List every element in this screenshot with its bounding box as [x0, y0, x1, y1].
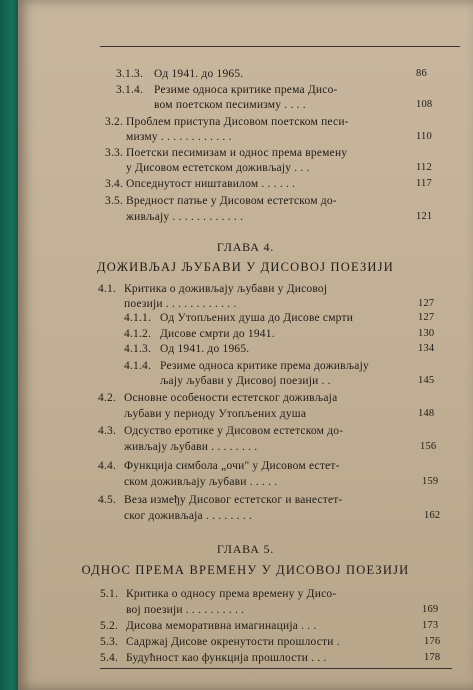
entry-page: 86	[416, 68, 427, 79]
entry-number: 5.3.	[100, 636, 119, 648]
entry-number: 4.4.	[98, 460, 117, 472]
entry-text: мизму . . . . . . . . . . . .	[126, 131, 232, 143]
entry-text: живљају . . . . . . . . . . . .	[126, 211, 244, 223]
book-page	[18, 0, 473, 690]
entry-text: Дисове смрти до 1941.	[160, 328, 275, 340]
entry-page: 112	[416, 162, 432, 173]
chapter-label: ГЛАВА 4.	[216, 240, 275, 254]
entry-text: живљају љубави . . . . . . . .	[124, 441, 258, 453]
entry-page: 127	[418, 298, 435, 309]
entry-text: ског доживљаја . . . . . . . .	[124, 510, 253, 522]
entry-text: Веза између Дисовог естетског и ванестет-	[124, 494, 343, 506]
entry-number: 4.1.2.	[124, 328, 152, 340]
entry-page: 117	[416, 178, 432, 189]
entry-number: 5.2.	[100, 620, 119, 632]
entry-text: Опседнутост ништавилом . . . . . .	[126, 178, 296, 190]
entry-text: Критика о доживљају љубави у Дисовој	[124, 283, 328, 295]
entry-number: 4.5.	[98, 494, 117, 506]
entry-text: вој поезији . . . . . . . . . .	[126, 604, 245, 616]
entry-page: 169	[422, 604, 439, 615]
entry-number: 4.2.	[98, 392, 117, 404]
entry-number: 3.3.	[105, 147, 124, 159]
entry-number: 5.1.	[100, 588, 119, 600]
entry-text: Одсуство еротике у Дисовом естетском до-	[124, 425, 344, 437]
entry-text: љају љубави у Дисовој поезији . .	[160, 375, 331, 387]
entry-text: Резиме односа критике према доживљају	[160, 360, 369, 372]
entry-number: 3.2.	[105, 116, 124, 128]
entry-page: 110	[416, 131, 432, 142]
entry-page: 173	[422, 620, 439, 631]
entry-text: Проблем приступа Дисовом поетском песи-	[126, 116, 349, 128]
entry-text: Основне особености естетског доживљаја	[124, 392, 338, 404]
entry-number: 4.1.1.	[124, 312, 152, 324]
entry-page: 162	[424, 510, 441, 521]
entry-page: 134	[418, 343, 435, 354]
entry-number: 4.1.	[98, 283, 117, 295]
entry-page: 121	[416, 211, 433, 222]
chapter-title: ОДНОС ПРЕМА ВРЕМЕНУ У ДИСОВОЈ ПОЕЗИЈИ	[81, 563, 410, 577]
entry-text: Од Утопљених душа до Дисове смрти	[160, 312, 354, 324]
chapter-label: ГЛАВА 5.	[216, 542, 275, 556]
entry-page: 178	[424, 652, 441, 663]
entry-text: поезији . . . . . . . . . . . .	[124, 298, 237, 310]
entry-number: 4.1.4.	[124, 360, 152, 372]
entry-text: Садржај Дисове окренутости прошлости .	[126, 636, 340, 648]
entry-text: у Дисовом естетском доживљају . . .	[126, 162, 310, 174]
entry-text: Поетски песимизам и однос према времену	[126, 147, 348, 159]
entry-text: Резиме односа критике према Дисо-	[154, 84, 338, 96]
entry-text: Вредност патње у Дисовом естетском до-	[126, 195, 337, 207]
entry-text: Критика о односу према времену у Дисо-	[126, 588, 337, 600]
entry-number: 4.1.3.	[124, 343, 152, 355]
entry-text: Функција симбола „очи" у Дисовом естет-	[124, 460, 340, 472]
chapter-title: ДОЖИВЉАЈ ЉУБАВИ У ДИСОВОЈ ПОЕЗИЈИ	[97, 260, 394, 274]
entry-text: ском доживљају љубави . . . . .	[124, 476, 278, 488]
entry-number: 4.3.	[98, 425, 117, 437]
entry-text: Од 1941. до 1965.	[154, 68, 244, 80]
top-rule	[100, 46, 460, 47]
entry-text: Будућност као функција прошлости . . .	[126, 652, 327, 664]
entry-number: 3.1.3.	[116, 68, 144, 80]
entry-text: Од 1941. до 1965.	[160, 343, 250, 355]
entry-page: 108	[416, 99, 433, 110]
entry-number: 3.5.	[105, 195, 124, 207]
entry-number: 3.4.	[105, 178, 124, 190]
entry-page: 148	[418, 408, 435, 419]
entry-text: вом поетском песимизму . . . .	[154, 99, 306, 111]
entry-page: 176	[424, 636, 441, 647]
entry-page: 156	[420, 441, 437, 452]
entry-page: 159	[422, 476, 439, 487]
entry-page: 127	[418, 312, 435, 323]
entry-text: љубави у периоду Утопљених душа	[124, 408, 307, 420]
entry-text: Дисова меморативна имагинација . . .	[126, 620, 317, 632]
entry-page: 145	[418, 375, 435, 386]
entry-number: 5.4.	[100, 652, 119, 664]
entry-number: 3.1.4.	[116, 84, 144, 96]
bottom-rule	[100, 668, 452, 669]
entry-page: 130	[418, 328, 435, 339]
